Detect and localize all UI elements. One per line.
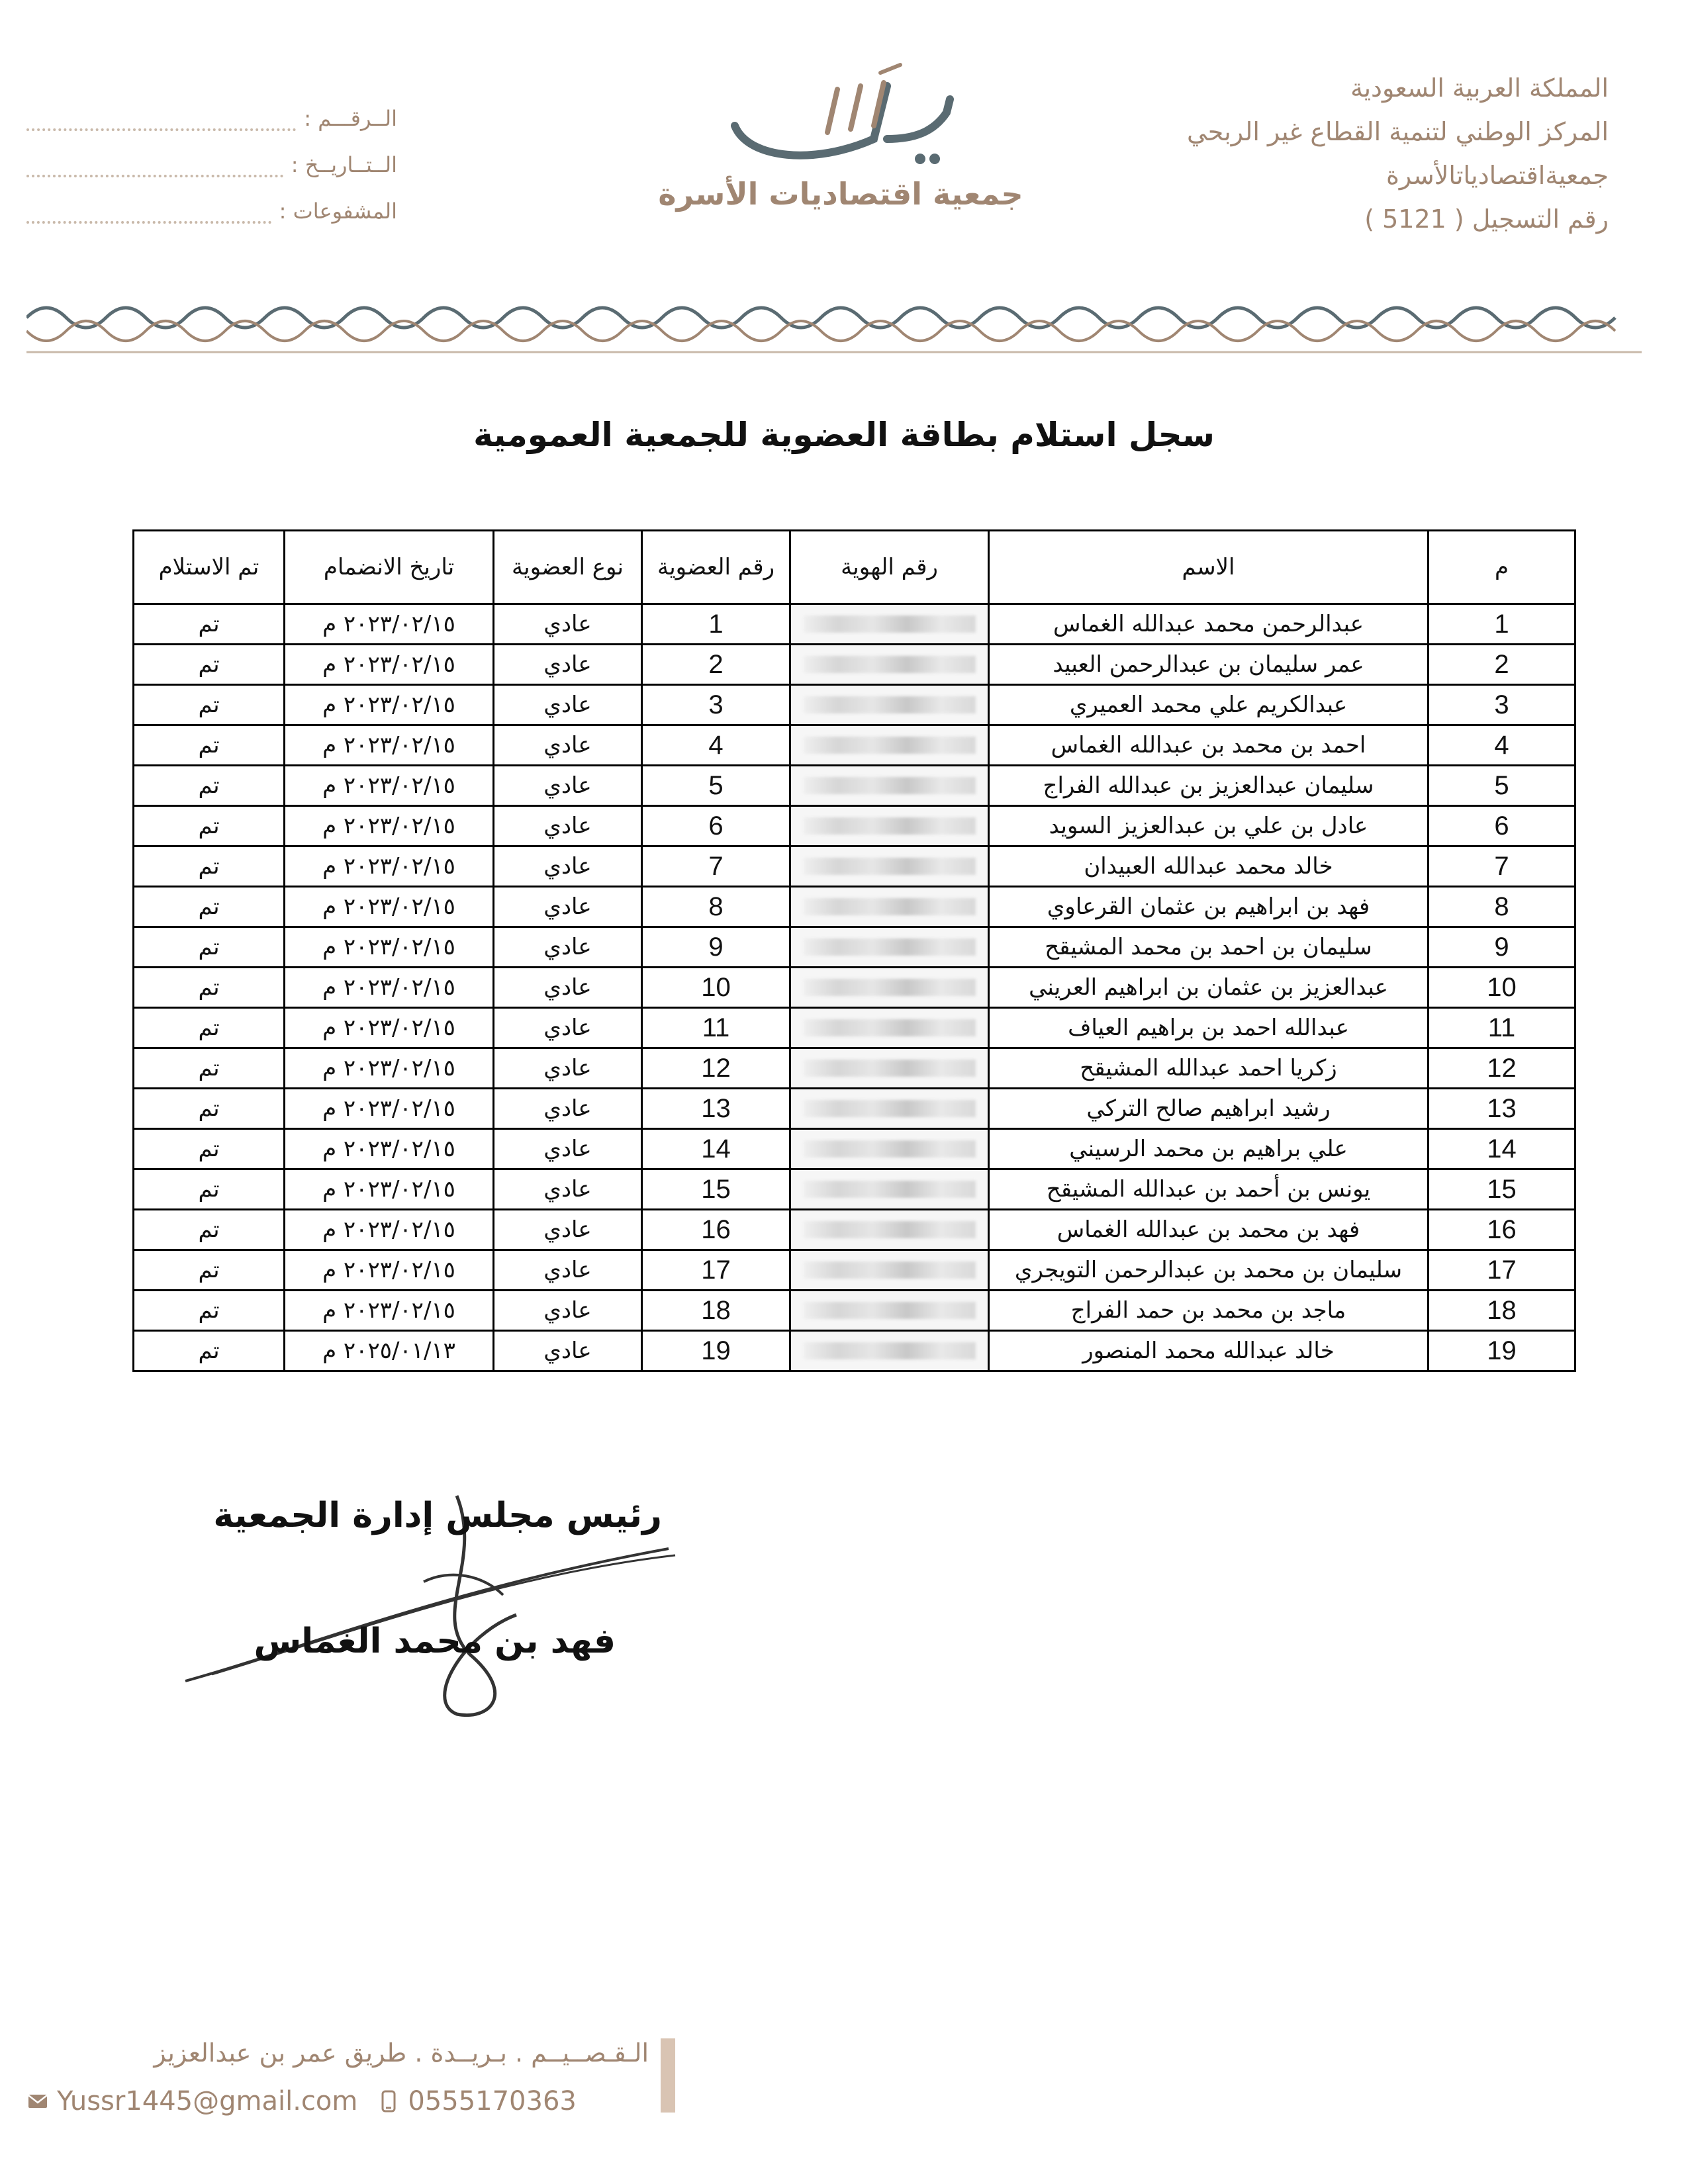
signature-block: [172, 1482, 702, 1734]
footer-phone-text: 0555170363: [408, 2086, 577, 2116]
reference-fields: [26, 85, 397, 224]
footer: [26, 2038, 675, 2116]
cell-name: سليمان عبدالعزيز بن عبدالله الفراج: [989, 766, 1429, 806]
cell-id-redacted: [790, 1048, 989, 1089]
cell-name: عبدالله احمد بن براهيم العياف: [989, 1008, 1429, 1048]
cell-name: عبدالعزيز بن عثمان بن ابراهيم العريني: [989, 968, 1429, 1008]
cell-member-number: 11: [642, 1008, 790, 1048]
cell-member-number: 12: [642, 1048, 790, 1089]
header-name: الاسم: [989, 531, 1429, 604]
cell-index: 3: [1429, 685, 1575, 725]
cell-name: علي براهيم بن محمد الرسيني: [989, 1129, 1429, 1169]
footer-address: الـقـصــيــم . بـريــدة . طريق عمر بن عبدالعزيز: [154, 2038, 649, 2068]
cell-received: تم: [134, 806, 285, 846]
cell-id-redacted: [790, 645, 989, 685]
table-row: [134, 1210, 1575, 1250]
cell-index: 10: [1429, 968, 1575, 1008]
cell-member-type: عادي: [494, 846, 642, 887]
cell-join-date: ٢٠٢٣/٠٢/١٥ م: [285, 725, 494, 766]
cell-received: تم: [134, 604, 285, 645]
table-row: [134, 685, 1575, 725]
cell-member-number: 7: [642, 846, 790, 887]
table-row: [134, 1169, 1575, 1210]
table-row: [134, 1048, 1575, 1089]
cell-join-date: ٢٠٢٣/٠٢/١٥ م: [285, 1089, 494, 1129]
cell-member-number: 3: [642, 685, 790, 725]
cell-member-number: 15: [642, 1169, 790, 1210]
table-row: [134, 766, 1575, 806]
cell-received: تم: [134, 1129, 285, 1169]
cell-member-type: عادي: [494, 685, 642, 725]
table-row: [134, 927, 1575, 968]
cell-index: 2: [1429, 645, 1575, 685]
cell-member-type: عادي: [494, 766, 642, 806]
cell-join-date: ٢٠٢٣/٠٢/١٥ م: [285, 1169, 494, 1210]
cell-id-redacted: [790, 1331, 989, 1371]
cell-member-number: 10: [642, 968, 790, 1008]
cell-member-number: 9: [642, 927, 790, 968]
cell-join-date: ٢٠٢٣/٠٢/١٥ م: [285, 887, 494, 927]
header-join-date: تاريخ الانضمام: [285, 531, 494, 604]
membership-table: [132, 529, 1576, 1372]
field-number-line: [26, 106, 296, 131]
cell-member-type: عادي: [494, 725, 642, 766]
cell-index: 4: [1429, 725, 1575, 766]
redacted-id-blur: [804, 1060, 976, 1077]
table-row: [134, 645, 1575, 685]
footer-contact: [26, 2086, 675, 2116]
table-row: [134, 846, 1575, 887]
cell-received: تم: [134, 1048, 285, 1089]
header-index: م: [1429, 531, 1575, 604]
redacted-id-blur: [804, 1261, 976, 1279]
cell-received: تم: [134, 1250, 285, 1291]
redacted-id-blur: [804, 737, 976, 754]
table-row: [134, 1008, 1575, 1048]
table-row: [134, 1250, 1575, 1291]
cell-member-number: 6: [642, 806, 790, 846]
cell-member-type: عادي: [494, 604, 642, 645]
redacted-id-blur: [804, 1140, 976, 1158]
cell-member-type: عادي: [494, 1169, 642, 1210]
cell-name: عادل بن علي بن عبدالعزيز السويد: [989, 806, 1429, 846]
footer-email: [26, 2086, 357, 2116]
table-row: [134, 604, 1575, 645]
cell-member-type: عادي: [494, 887, 642, 927]
cell-member-type: عادي: [494, 806, 642, 846]
cell-id-redacted: [790, 766, 989, 806]
field-number-label: الــرقـــم :: [304, 106, 397, 131]
header-received: تم الاستلام: [134, 531, 285, 604]
table-row: [134, 725, 1575, 766]
cell-name: فهد بن محمد بن عبدالله الغماس: [989, 1210, 1429, 1250]
cell-id-redacted: [790, 1008, 989, 1048]
cell-id-redacted: [790, 1169, 989, 1210]
cell-name: رشيد ابراهيم صالح التركي: [989, 1089, 1429, 1129]
cell-name: سليمان بن محمد بن عبدالرحمن التويجري: [989, 1250, 1429, 1291]
cell-member-type: عادي: [494, 1129, 642, 1169]
redacted-id-blur: [804, 615, 976, 633]
cell-member-type: عادي: [494, 645, 642, 685]
redacted-id-blur: [804, 777, 976, 794]
header-line-registration: رقم التسجيل ( 5121 ): [1364, 205, 1609, 234]
cell-id-redacted: [790, 1210, 989, 1250]
header-line-country: المملكة العربية السعودية: [1350, 73, 1609, 103]
org-logo: [655, 60, 1026, 232]
logo-mark-icon: [722, 60, 960, 172]
cell-index: 1: [1429, 604, 1575, 645]
cell-received: تم: [134, 725, 285, 766]
cell-received: تم: [134, 685, 285, 725]
cell-index: 9: [1429, 927, 1575, 968]
cell-id-redacted: [790, 1250, 989, 1291]
cell-id-redacted: [790, 725, 989, 766]
cell-id-redacted: [790, 604, 989, 645]
cell-join-date: ٢٠٢٣/٠٢/١٥ م: [285, 766, 494, 806]
cell-join-date: ٢٠٢٣/٠٢/١٥ م: [285, 1291, 494, 1331]
table-row: [134, 968, 1575, 1008]
table-row: [134, 1331, 1575, 1371]
cell-received: تم: [134, 1210, 285, 1250]
redacted-id-blur: [804, 1019, 976, 1036]
table-row: [134, 806, 1575, 846]
ornament-border-icon: [26, 291, 1642, 357]
cell-index: 17: [1429, 1250, 1575, 1291]
cell-name: ماجد بن محمد بن حمد الفراج: [989, 1291, 1429, 1331]
cell-index: 14: [1429, 1129, 1575, 1169]
cell-name: عبدالكريم علي محمد العميري: [989, 685, 1429, 725]
signatory-name: فهد بن محمد الغماس: [254, 1621, 616, 1661]
redacted-id-blur: [804, 858, 976, 875]
redacted-id-blur: [804, 1342, 976, 1359]
header-line-center: المركز الوطني لتنمية القطاع غير الربحي: [1187, 117, 1609, 146]
cell-name: فهد بن ابراهيم بن عثمان القرعاوي: [989, 887, 1429, 927]
table-row: [134, 887, 1575, 927]
cell-index: 11: [1429, 1008, 1575, 1048]
cell-member-number: 19: [642, 1331, 790, 1371]
cell-member-number: 16: [642, 1210, 790, 1250]
cell-member-type: عادي: [494, 1291, 642, 1331]
cell-id-redacted: [790, 968, 989, 1008]
table-row: [134, 1089, 1575, 1129]
cell-index: 5: [1429, 766, 1575, 806]
cell-index: 12: [1429, 1048, 1575, 1089]
field-date: [26, 131, 397, 177]
cell-id-redacted: [790, 846, 989, 887]
cell-member-number: 17: [642, 1250, 790, 1291]
cell-member-type: عادي: [494, 1048, 642, 1089]
cell-received: تم: [134, 766, 285, 806]
cell-member-number: 18: [642, 1291, 790, 1331]
document-title: سجل استلام بطاقة العضوية للجمعية العمومية: [473, 416, 1215, 454]
cell-join-date: ٢٠٢٣/٠٢/١٥ م: [285, 1048, 494, 1089]
cell-member-type: عادي: [494, 1331, 642, 1371]
cell-join-date: ٢٠٢٣/٠٢/١٥ م: [285, 927, 494, 968]
cell-join-date: ٢٠٢٥/٠١/١٣ م: [285, 1331, 494, 1371]
footer-email-text: Yussr1445@gmail.com: [57, 2086, 358, 2116]
cell-member-type: عادي: [494, 1089, 642, 1129]
field-date-line: [26, 152, 283, 177]
table-header-row: [134, 531, 1575, 604]
cell-member-number: 13: [642, 1089, 790, 1129]
header-member-type: نوع العضوية: [494, 531, 642, 604]
cell-id-redacted: [790, 685, 989, 725]
redacted-id-blur: [804, 1302, 976, 1319]
mail-icon: [26, 2090, 49, 2113]
cell-id-redacted: [790, 1129, 989, 1169]
table-row: [134, 1291, 1575, 1331]
cell-id-redacted: [790, 1291, 989, 1331]
redacted-id-blur: [804, 898, 976, 915]
cell-member-number: 4: [642, 725, 790, 766]
footer-accent-bar: [661, 2038, 675, 2113]
redacted-id-blur: [804, 1181, 976, 1198]
cell-received: تم: [134, 846, 285, 887]
cell-member-number: 2: [642, 645, 790, 685]
field-attachments-label: المشفوعات :: [279, 199, 397, 224]
cell-index: 18: [1429, 1291, 1575, 1331]
cell-join-date: ٢٠٢٣/٠٢/١٥ م: [285, 645, 494, 685]
cell-received: تم: [134, 927, 285, 968]
cell-name: احمد بن محمد بن عبدالله الغماس: [989, 725, 1429, 766]
cell-name: خالد محمد عبدالله العبيدان: [989, 846, 1429, 887]
cell-member-type: عادي: [494, 927, 642, 968]
org-header: [1132, 66, 1609, 241]
cell-name: عبدالرحمن محمد عبدالله الغماس: [989, 604, 1429, 645]
cell-member-type: عادي: [494, 1008, 642, 1048]
cell-join-date: ٢٠٢٣/٠٢/١٥ م: [285, 1210, 494, 1250]
redacted-id-blur: [804, 1221, 976, 1238]
cell-index: 8: [1429, 887, 1575, 927]
cell-index: 7: [1429, 846, 1575, 887]
cell-id-redacted: [790, 1089, 989, 1129]
cell-received: تم: [134, 1169, 285, 1210]
redacted-id-blur: [804, 1100, 976, 1117]
redacted-id-blur: [804, 817, 976, 835]
field-number: [26, 85, 397, 131]
cell-received: تم: [134, 887, 285, 927]
cell-member-number: 1: [642, 604, 790, 645]
cell-member-number: 14: [642, 1129, 790, 1169]
cell-index: 15: [1429, 1169, 1575, 1210]
redacted-id-blur: [804, 938, 976, 956]
cell-join-date: ٢٠٢٣/٠٢/١٥ م: [285, 604, 494, 645]
cell-name: سليمان بن احمد بن محمد المشيقح: [989, 927, 1429, 968]
mobile-phone-icon: [377, 2090, 400, 2113]
header-member-number: رقم العضوية: [642, 531, 790, 604]
cell-join-date: ٢٠٢٣/٠٢/١٥ م: [285, 968, 494, 1008]
cell-member-number: 8: [642, 887, 790, 927]
redacted-id-blur: [804, 696, 976, 713]
cell-received: تم: [134, 1089, 285, 1129]
logo-org-name: جمعية اقتصاديات الأسرة: [658, 176, 1023, 212]
cell-name: يونس بن أحمد بن عبدالله المشيقح: [989, 1169, 1429, 1210]
cell-index: 19: [1429, 1331, 1575, 1371]
cell-index: 13: [1429, 1089, 1575, 1129]
cell-member-type: عادي: [494, 1250, 642, 1291]
cell-id-redacted: [790, 806, 989, 846]
cell-join-date: ٢٠٢٣/٠٢/١٥ م: [285, 1008, 494, 1048]
field-attachments-line: [26, 199, 271, 224]
decorative-border: [26, 291, 1642, 357]
cell-name: عمر سليمان بن عبدالرحمن العبيد: [989, 645, 1429, 685]
cell-index: 16: [1429, 1210, 1575, 1250]
table-row: [134, 1129, 1575, 1169]
cell-id-redacted: [790, 887, 989, 927]
cell-received: تم: [134, 645, 285, 685]
cell-received: تم: [134, 1291, 285, 1331]
signatory-title: رئيس مجلس إدارة الجمعية: [213, 1496, 662, 1535]
cell-id-redacted: [790, 927, 989, 968]
cell-received: تم: [134, 968, 285, 1008]
redacted-id-blur: [804, 979, 976, 996]
cell-name: زكريا احمد عبدالله المشيقح: [989, 1048, 1429, 1089]
redacted-id-blur: [804, 656, 976, 673]
field-attachments: [26, 177, 397, 224]
cell-join-date: ٢٠٢٣/٠٢/١٥ م: [285, 846, 494, 887]
cell-member-type: عادي: [494, 968, 642, 1008]
header-id: رقم الهوية: [790, 531, 989, 604]
cell-received: تم: [134, 1331, 285, 1371]
cell-member-number: 5: [642, 766, 790, 806]
cell-join-date: ٢٠٢٣/٠٢/١٥ م: [285, 1129, 494, 1169]
cell-index: 6: [1429, 806, 1575, 846]
footer-phone: [377, 2086, 577, 2116]
field-date-label: الــتــاريــخ :: [291, 152, 397, 177]
cell-join-date: ٢٠٢٣/٠٢/١٥ م: [285, 1250, 494, 1291]
cell-join-date: ٢٠٢٣/٠٢/١٥ م: [285, 685, 494, 725]
cell-join-date: ٢٠٢٣/٠٢/١٥ م: [285, 806, 494, 846]
cell-received: تم: [134, 1008, 285, 1048]
header-line-org: جمعيةاقتصادياتالأسرة: [1386, 161, 1609, 190]
cell-name: خالد عبدالله محمد المنصور: [989, 1331, 1429, 1371]
cell-member-type: عادي: [494, 1210, 642, 1250]
